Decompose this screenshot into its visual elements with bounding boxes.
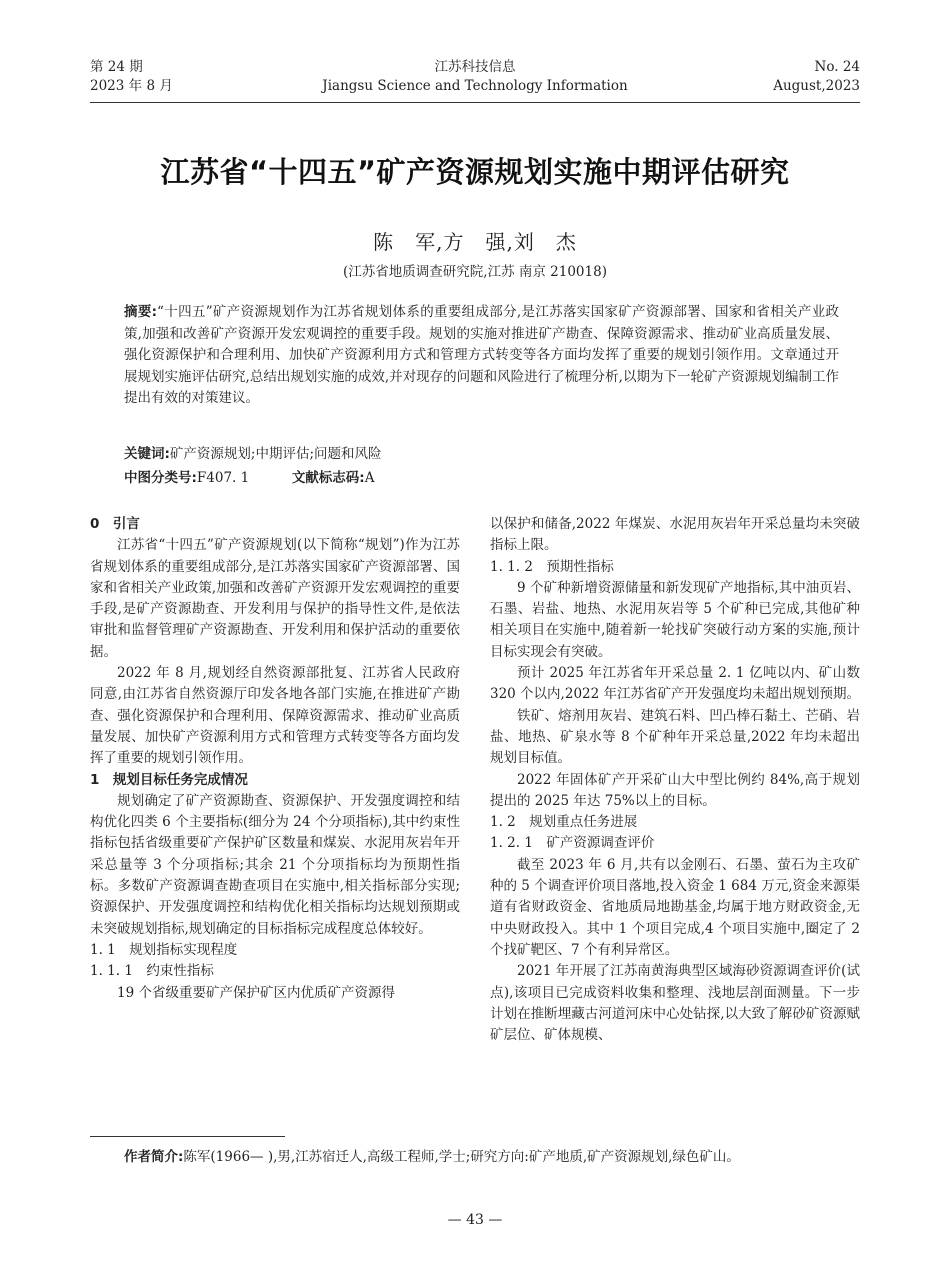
subsection-heading: 1. 2 规划重点任务进展 xyxy=(490,814,638,831)
running-header xyxy=(90,58,860,103)
keywords-label: 关键词: xyxy=(124,446,170,462)
author-list: 陈 军,方 强,刘 杰 xyxy=(373,230,577,254)
clc-label: 中图分类号: xyxy=(124,470,197,486)
keywords-text: 矿产资源规划;中期评估;问题和风险 xyxy=(169,446,382,462)
paper-title: 江苏省“十四五”矿产资源规划实施中期评估研究 xyxy=(160,155,790,189)
body-paragraph: 2022 年 8 月,规划经自然资源部批复、江苏省人民政府同意,由江苏省自然资源厅印发各地各部门实施,在推进矿产勘查、强化资源保护和合理利用、保障资源需求、推动矿业高质量发展、加快矿产资源利用方式和管理方式转变等各方面均发挥了重要的规划引领作用。 xyxy=(90,665,460,767)
footnote-divider xyxy=(90,1136,285,1137)
issue-number-en: No. 24 xyxy=(814,59,860,75)
body-paragraph: 2022 年固体矿产开采矿山大中型比例约 84%,高于规划提出的 2025 年达 75%以上的目标。 xyxy=(490,771,860,809)
body-paragraph-continued: 以保护和储备,2022 年煤炭、水泥用灰岩年开采总量均未突破指标上限。 xyxy=(490,516,860,554)
subsubsection-heading: 1. 1. 2 预期性指标 xyxy=(490,558,614,575)
keywords xyxy=(124,442,382,462)
abstract-label: 摘要: xyxy=(124,304,158,320)
body-paragraph: 19 个省级重要矿产保护矿区内优质矿产资源得 xyxy=(117,984,395,1001)
page-number: — 43 — xyxy=(447,1212,503,1228)
doc-code-label: 文献标志码: xyxy=(291,470,365,486)
section-heading: 1 规划目标任务完成情况 xyxy=(90,771,248,788)
body-left-column xyxy=(90,514,460,1004)
body-paragraph: 规划确定了矿产资源勘查、资源保护、开发强度调控和结构优化四类 6 个主要指标(细分为 24 个分项指标),其中约束性指标包括省级重要矿产保护矿区数量和煤炭、水泥用灰岩年开采总量等 3 个分项指标;其余 21 个分项指标均为预期性指标。多数矿产资源调查勘查项目在实施中,相关指标部分实现;资源保护、开发强度调控和结构优化相关指标均达规划预期或未突破规划指标,规划确定的目标指标完成程度总体较好。 xyxy=(90,792,460,937)
journal-name-en: Jiangsu Science and Technology Information xyxy=(322,78,628,94)
header-center xyxy=(90,58,860,96)
section-heading: 0 引言 xyxy=(90,516,140,532)
doc-code-value: A xyxy=(364,470,375,486)
issue-number: 第 24 期 xyxy=(90,59,143,75)
subsection-heading: 1. 1 规划指标实现程度 xyxy=(90,941,238,958)
journal-name-cn: 江苏科技信息 xyxy=(434,59,516,75)
footnote-label: 作者简介: xyxy=(124,1149,184,1165)
abstract-text: “十四五”矿产资源规划作为江苏省规划体系的重要组成部分,是江苏落实国家矿产资源部署、国家和省相关产业政策,加强和改善矿产资源开发宏观调控的重要手段。规划的实施对推进矿产勘查、保障资源需求、推动矿业高质量发展、强化资源保护和合理利用、加快矿产资源利用方式和管理方式转变等各方面均发挥了重要的规划引领作用。文章通过开展规划实施评估研究,总结出规划实施的成效,并对现存的问题和风险进行了梳理分析,以期为下一轮矿产资源规划编制工作提出有效的对策建议。 xyxy=(124,304,840,406)
body-right-column xyxy=(490,514,860,1046)
subsubsection-heading: 1. 2. 1 矿产资源调查评价 xyxy=(490,835,655,852)
footnote-text: 陈军(1966— ),男,江苏宿迁人,高级工程师,学士;研究方向:矿产地质,矿产资源规划,绿色矿山。 xyxy=(183,1149,740,1165)
issue-date: 2023 年 8 月 xyxy=(90,78,173,94)
body-paragraph: 预计 2025 年江苏省年开采总量 2. 1 亿吨以内、矿山数 320 个以内,2022 年江苏省矿产开发强度均未超出规划预期。 xyxy=(490,665,860,703)
clc-value: F407. 1 xyxy=(196,470,250,486)
subsubsection-heading: 1. 1. 1 约束性指标 xyxy=(90,963,214,980)
author-bio-footnote xyxy=(124,1146,859,1168)
body-paragraph: 2021 年开展了江苏南黄海典型区域海砂资源调查评价(试点),该项目已完成资料收集和整理、浅地层剖面测量。下一步计划在推断埋藏古河道河床中心处钻探,以大致了解砂矿资源赋矿层位、矿体规模、 xyxy=(490,963,860,1044)
classification xyxy=(124,466,374,486)
issue-date-en: August,2023 xyxy=(773,78,860,94)
body-paragraph: 铁矿、熔剂用灰岩、建筑石料、凹凸棒石黏土、芒硝、岩盐、地热、矿泉水等 8 个矿种年开采总量,2022 年均未超出规划目标值。 xyxy=(490,707,860,767)
body-paragraph: 截至 2023 年 6 月,共有以金刚石、石墨、萤石为主攻矿种的 5 个调查评价项目落地,投入资金 1 684 万元,资金来源渠道有省财政资金、省地质局地勘基金,均属于地方财政资金,无中央财政投入。其中 1 个项目完成,4 个项目实施中,圈定了 2 个找矿靶区、7 个有利异常区。 xyxy=(490,856,860,958)
body-paragraph: 9 个矿种新增资源储量和新发现矿产地指标,其中油页岩、石墨、岩盐、地热、水泥用灰岩等 5 个矿种已完成,其他矿种相关项目在实施中,随着新一轮找矿突破行动方案的实施,预计目标实现会有突破。 xyxy=(490,579,860,660)
body-paragraph: 江苏省“十四五”矿产资源规划(以下简称“规划”)作为江苏省规划体系的重要组成部分,是江苏落实国家矿产资源部署、国家和省相关产业政策,加强和改善矿产资源开发宏观调控的重要手段,是矿产资源勘查、开发利用与保护的指导性文件,是依法审批和监督管理矿产资源勘查、开发利用和保护活动的重要依据。 xyxy=(90,537,460,660)
author-affiliation: (江苏省地质调查研究院,江苏 南京 210018) xyxy=(343,264,607,280)
abstract xyxy=(124,302,839,410)
header-right xyxy=(773,58,860,96)
